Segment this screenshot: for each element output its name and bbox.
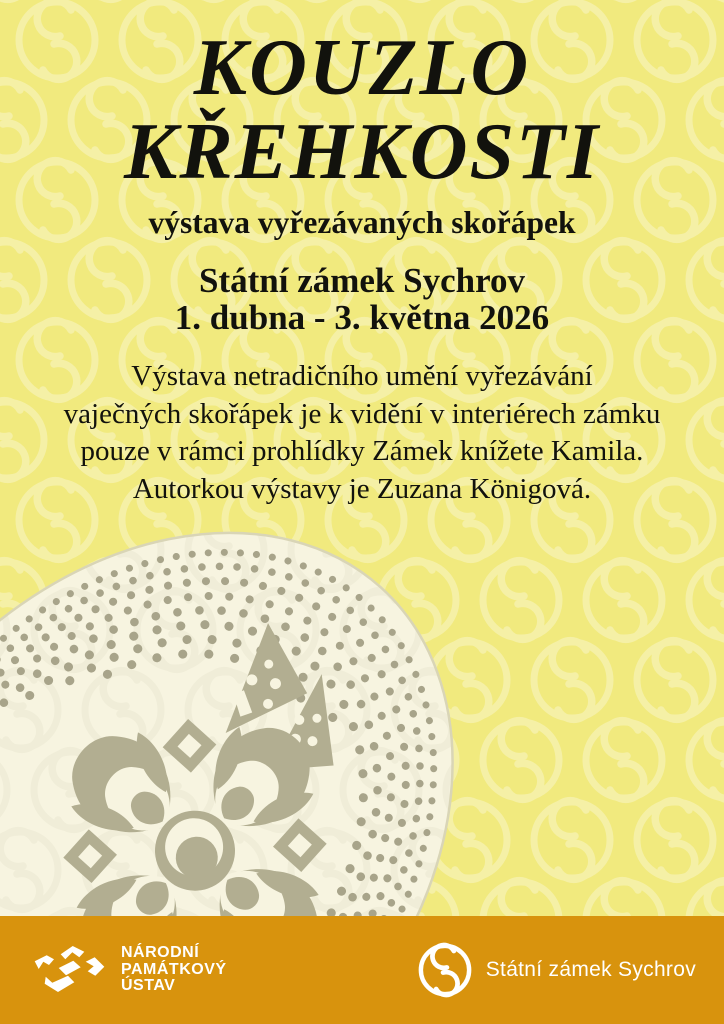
sychrov-logo-icon (417, 942, 473, 998)
venue-and-dates (0, 262, 724, 336)
exhibition-title-line1: KOUZLO (193, 24, 531, 112)
description-line: Výstava netradičního umění vyřezávání (131, 360, 593, 392)
exhibition-subtitle: výstava vyřezávaných skořápek (148, 205, 576, 240)
sychrov-brand (417, 942, 696, 998)
description-paragraph (0, 358, 724, 508)
date-range: 1. dubna - 3. května 2026 (174, 298, 550, 337)
description-line: vaječných skořápek je k vidění v interiérech zámku (63, 397, 661, 430)
npu-brand (33, 942, 227, 998)
npu-wordmark (121, 945, 227, 995)
footer (0, 916, 724, 1024)
npu-wordmark-line3: ÚSTAV (121, 977, 176, 995)
sychrov-label: Státní zámek Sychrov (485, 958, 696, 981)
description-line: Autorkou výstavy je Zuzana Königová. (132, 472, 592, 505)
npu-logo-icon (33, 942, 105, 998)
description-line: pouze v rámci prohlídky Zámek knížete Kamila. (80, 435, 644, 467)
venue-name: Státní zámek Sychrov (198, 261, 526, 300)
exhibition-title-line2: KŘEHKOSTI (124, 108, 600, 196)
npu-wordmark-line1: NÁRODNÍ (121, 944, 200, 962)
exhibition-title (0, 26, 724, 194)
npu-wordmark-line2: PAMÁTKOVÝ (121, 960, 227, 978)
